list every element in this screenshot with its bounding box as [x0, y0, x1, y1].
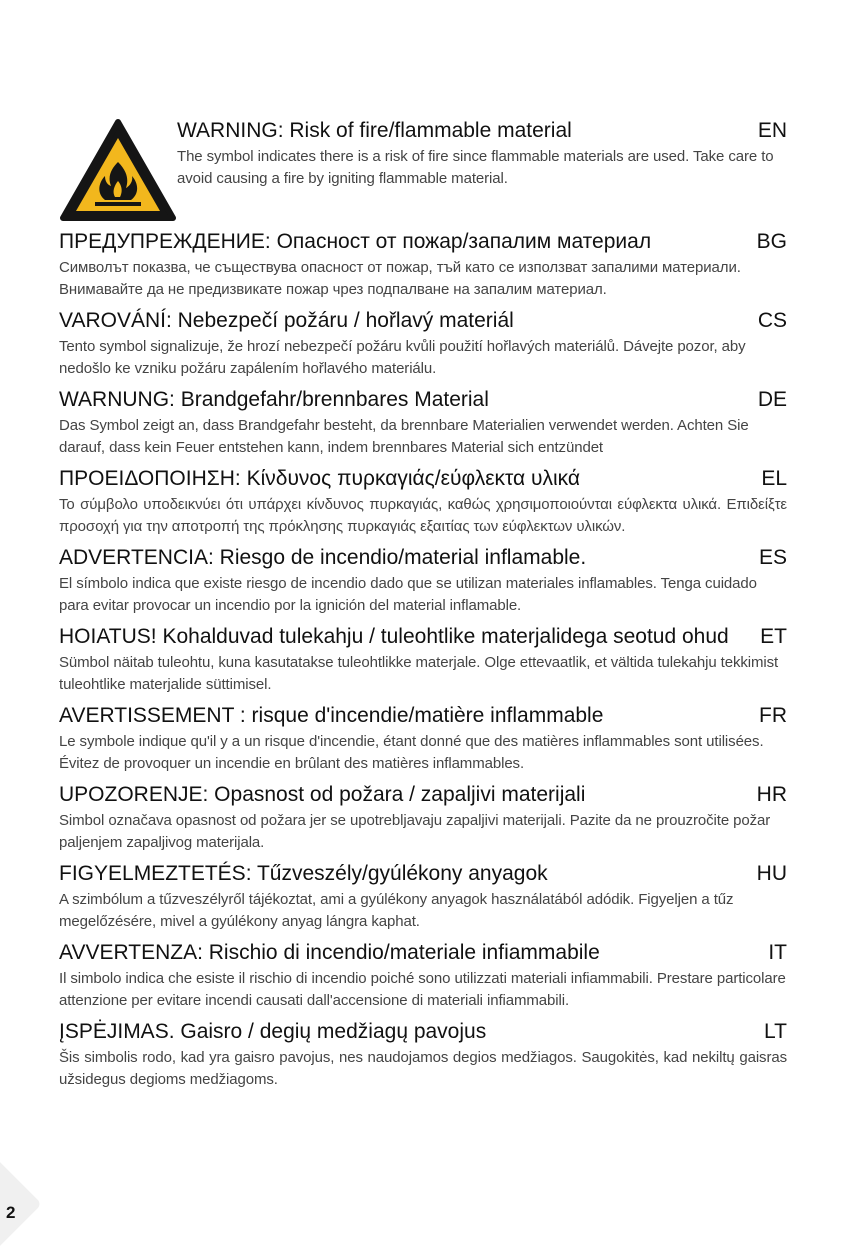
section-heading: WARNING: Risk of fire/flammable material: [177, 119, 572, 142]
language-code: EL: [761, 467, 787, 490]
section-de: [59, 385, 787, 459]
section-heading: ADVERTENCIA: Riesgo de incendio/material inflamable.: [59, 546, 587, 569]
page-number: 2: [6, 1203, 16, 1222]
section-heading-row: [59, 543, 787, 572]
section-body: Το σύμβολο υποδεικνύει ότι υπάρχει κίνδυνος πυρκαγιάς, καθώς χρησιμοποιούνται εύφλεκτα υλικά. Επιδείξτε προσοχή για την αποτροπή της πρόκλησης πυρκαγιάς εξαιτίας των εύφλεκτων υλικών.: [59, 496, 787, 535]
language-code: ET: [760, 625, 787, 648]
language-section-list: [59, 227, 787, 1096]
section-heading-row: [59, 780, 787, 809]
section-body: A szimbólum a tűzveszélyről tájékoztat, ami a gyúlékony anyagok használatából adódik. Figyeljen a tűz megelőzésére, mivel a gyúlékony anyag lángra kaphat.: [59, 891, 734, 930]
section-heading-row: [59, 701, 787, 730]
section-en: [177, 116, 787, 190]
language-code: CS: [757, 309, 787, 332]
section-heading: WARNUNG: Brandgefahr/brennbares Material: [59, 388, 489, 411]
section-body: The symbol indicates there is a risk of fire since flammable materials are used. Take care to avoid causing a fire by igniting flammable material.: [177, 148, 774, 187]
section-body: Il simbolo indica che esiste il rischio di incendio poiché sono utilizzati materiali infiammabili. Prestare particolare attenzione per evitare incendi causati dall'accensione di materiali infiammabili.: [59, 970, 786, 1009]
section-et: [59, 622, 787, 696]
section-heading: AVERTISSEMENT : risque d'incendie/matière inflammable: [59, 704, 604, 727]
section-heading-row: [177, 116, 787, 145]
language-code: HR: [756, 783, 787, 806]
section-el: [59, 464, 787, 538]
section-fr: [59, 701, 787, 775]
language-code: EN: [757, 119, 787, 142]
section-body: Sümbol näitab tuleohtu, kuna kasutatakse tuleohtlikke materjale. Olge ettevaatlik, et vältida tulekahju tekkimist tuleohtlike materjalide süttimisel.: [59, 654, 779, 693]
language-code: DE: [757, 388, 787, 411]
section-body: Tento symbol signalizuje, že hrozí nebezpečí požáru kvůli použití hořlavých materiálů. Dávejte pozor, aby nedošlo ke vzniku požáru zapálením hořlavého materiálu.: [59, 338, 746, 377]
section-body: Simbol označava opasnost od požara jer se upotrebljavaju zapaljivi materijali. Pazite da ne prouzročite požar paljenjem zapaljivog materijala.: [59, 812, 771, 851]
section-body: El símbolo indica que existe riesgo de incendio dado que se utilizan materiales inflamables. Tenga cuidado para evitar provocar un incendio por la ignición del material inflamable.: [59, 575, 757, 614]
section-heading: ĮSPĖJIMAS. Gaisro / degių medžiagų pavojus: [59, 1020, 487, 1043]
section-cs: [59, 306, 787, 380]
section-es: [59, 543, 787, 617]
section-bg: [59, 227, 787, 301]
section-body: Le symbole indique qu'il y a un risque d'incendie, étant donné que des matières inflammables sont utilisées. Évitez de provoquer un incendie en brûlant des matières inflammables.: [59, 733, 764, 772]
section-heading-row: [59, 622, 787, 651]
section-heading-row: [59, 306, 787, 335]
section-heading-row: [59, 938, 787, 967]
section-body: Символът показва, че съществува опасност от пожар, тъй като се използват запалими материали. Внимавайте да не предизвикате пожар чрез подпалване на запалим материал.: [59, 259, 741, 298]
section-heading-row: [59, 1017, 787, 1046]
section-heading: ПРЕДУПРЕЖДЕНИЕ: Опасност от пожар/запалим материал: [59, 230, 652, 253]
language-code: IT: [768, 941, 787, 964]
section-heading: VAROVÁNÍ: Nebezpečí požáru / hořlavý materiál: [59, 309, 514, 332]
language-code: ES: [758, 546, 787, 569]
flammable-warning-icon: [59, 118, 177, 224]
section-heading: HOIATUS! Kohalduvad tulekahju / tuleohtlike materjalidega seotud ohud: [59, 625, 729, 648]
section-heading-row: [59, 859, 787, 888]
section-body: Šis simbolis rodo, kad yra gaisro pavojus, nes naudojamos degios medžiagos. Saugokitės, kad nekiltų gaisras užsidegus degioms medžiagoms.: [59, 1049, 787, 1088]
language-code: LT: [764, 1020, 787, 1043]
section-body: Das Symbol zeigt an, dass Brandgefahr besteht, da brennbare Materialien verwendet werden. Achten Sie darauf, dass kein Feuer entstehen kann, indem brennbares Material sich entzündet: [59, 417, 749, 456]
section-heading: FIGYELMEZTETÉS: Tűzveszély/gyúlékony anyagok: [59, 862, 548, 885]
section-heading: ΠΡΟΕΙΔΟΠΟΙΗΣΗ: Κίνδυνος πυρκαγιάς/εύφλεκτα υλικά: [59, 467, 581, 490]
language-code: HU: [756, 862, 787, 885]
section-heading: AVVERTENZA: Rischio di incendio/materiale infiammabile: [59, 941, 600, 964]
language-code: FR: [759, 704, 787, 727]
language-code: BG: [756, 230, 787, 253]
section-hr: [59, 780, 787, 854]
section-heading-row: [59, 464, 787, 493]
section-lt: [59, 1017, 787, 1091]
section-hu: [59, 859, 787, 933]
section-it: [59, 938, 787, 1012]
section-heading: UPOZORENJE: Opasnost od požara / zapaljivi materijali: [59, 783, 586, 806]
section-heading-row: [59, 385, 787, 414]
section-heading-row: [59, 227, 787, 256]
